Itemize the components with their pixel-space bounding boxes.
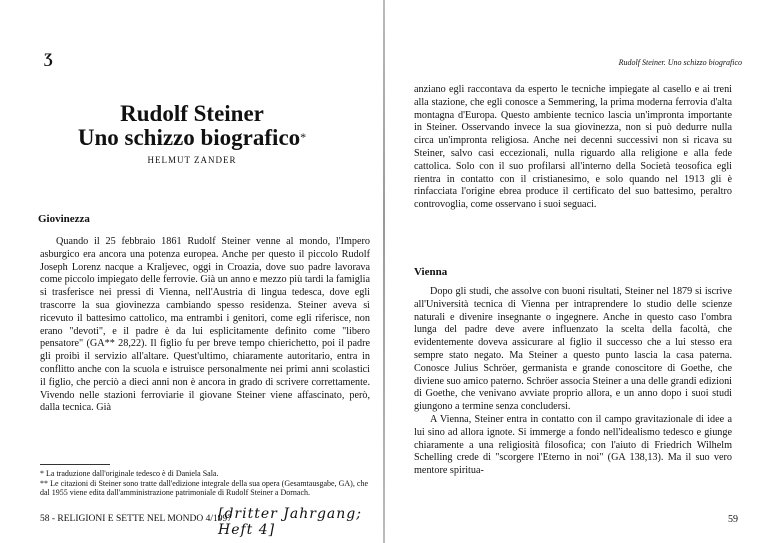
body-text-right-bottom — [414, 286, 732, 478]
publisher-logo: Ʒ — [44, 51, 53, 67]
page-folio-right: 59 — [728, 514, 738, 525]
author-name: HELMUT ZANDER — [147, 155, 237, 165]
footnotes — [40, 469, 368, 498]
running-head: Rudolf Steiner. Uno schizzo biografico — [618, 58, 742, 67]
title-footnote-mark: * — [300, 130, 307, 144]
paragraph: Dopo gli studi, che assolve con buoni risultati, Steiner nel 1879 si iscrive all'Università tecnica di Vienna per intraprendere lo studio delle scienze naturali e divenire insegnante o ingegnere. Anche in questo caso l'ombra lunga del padre deve avere influenzato la scelta della facoltà, che evidentemente doveva assicurare al figlio il successo che a lui stesso era sempre stato negato. Ma Steiner a questo punto lascia la casa paterna. Conosce Julius Schröer, germanista e grande conoscitore di Goethe, che diviene suo amico paterno. Schröer associa Steiner a una delle grandi edizioni di Goethe, che venivano avviate proprio allora, e un anno dopo i suoi studi giungono a termine senza concludersi. — [414, 286, 732, 413]
article-subtitle — [0, 124, 384, 151]
paragraph: A Vienna, Steiner entra in contatto con il campo gravitazionale di idee a lui sino ad allora ignote. Si immerge a fondo nell'idealismo tedesco e giunge chiaramente a una religiosità filosofica; con l'aiuto di Friedrich Wilhelm Schelling crede di "scorgere l'Eterno in noi" (GA 138,13). Ma il suo vero mentore spiritua- — [414, 413, 732, 477]
footnote: * La traduzione dall'originale tedesco è di Daniela Sala. — [40, 469, 219, 478]
footnote-divider — [40, 464, 110, 465]
section-heading-vienna: Vienna — [414, 266, 448, 278]
page-folio-left: 58 - RELIGIONI E SETTE NEL MONDO 4/1997 — [40, 514, 232, 524]
article-subtitle-text: Uno schizzo biografico — [77, 125, 301, 150]
footnote: ** Le citazioni di Steiner sono tratte dall'edizione integrale della sua opera (Gesamtausgabe, GA), che dal 1955 viene edita dall'amministrazione patrimoniale di Rudolf Steiner a Dornach. — [40, 478, 368, 498]
handwritten-annotation: [dritter Jahrgang; Heft 4] — [218, 506, 362, 538]
body-text-left — [40, 236, 370, 415]
section-heading-giovinezza: Giovinezza — [38, 213, 90, 225]
right-page — [386, 0, 768, 543]
paragraph: anziano egli raccontava da esperto le tecniche impiegate al casello e ai treni alla stazione, che egli conosce a Semmering, la prima moderna ferrovia d'alta montagna d'Europa. Questo ambiente tecnico lascia un'impronta importante in Steiner. Osservando invece la sua giovinezza, non si può dedurre nulla circa un'impronta religiosa. Anche nei decenni successivi non si ricava su Steiner, salvo casi eccezionali, nulla riguardo alla religione e alla fede cattolica. Solo con il suo profilarsi all'interno della Società teosofica egli rientra in contatto con il cristianesimo, e solo quando nel 1913 gli è rinfacciata l'origine ebrea produce il certificato del suo battesimo, peraltro controvoglia, come osservano i suoi seguaci. — [414, 84, 732, 211]
paragraph: Quando il 25 febbraio 1861 Rudolf Steiner venne al mondo, l'Impero asburgico era ancora una potenza europea. Anche per questo il piccolo Rudolf Joseph Lorenz nacque a Kraljevec, oggi in Croazia, dove suo padre lavorava come piccolo impiegato delle ferrovie. Già un anno e mezzo più tardi la famiglia si trasferisce nei pressi di Vienna, nell'Austria di lingua tedesca, dove egli trascorre la sua giovinezza cambiando spesso residenza. Steiner aveva sì ricevuto il battesimo cattolico, ma entrambi i genitori, come egli riferisce, non erano "devoti", e il padre è da lui esplicitamente definito come "libero pensatore" (GA** 28,22). Il figlio fu per breve tempo chierichetto, poi il padre gli proibì il servizio all'altare. Quest'ultimo, chiaramente autoritario, entra in conflitto anche con la scuola e istruisce personalmente nei primi anni scolastici il figlio, che perciò a dieci anni non è ancora in grado di scrivere correttamente. Vivendo nelle stazioni ferroviarie il giovane Steiner viene affascinato, però, dalla tecnica. Già — [40, 236, 370, 414]
body-text-right-top — [414, 84, 732, 212]
article-title: Rudolf Steiner — [120, 101, 264, 126]
book-gutter — [383, 0, 385, 543]
